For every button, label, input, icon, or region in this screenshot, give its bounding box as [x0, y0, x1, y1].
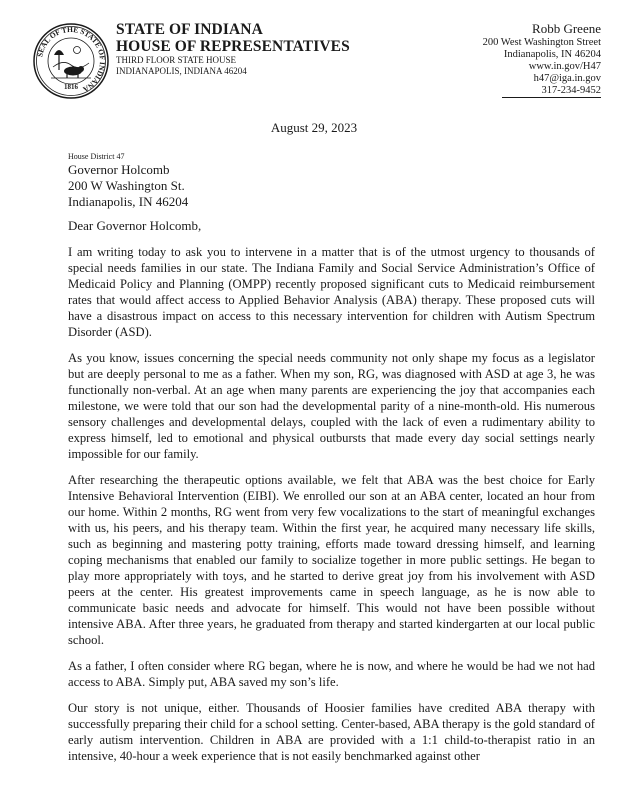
- letterhead-title-line1: STATE OF INDIANA: [116, 21, 263, 38]
- contact-email: h47@iga.in.gov: [533, 73, 601, 84]
- contact-phone: 317-234-9452: [502, 85, 602, 98]
- body-paragraph: I am writing today to ask you to intervene in a matter that is of the utmost urgency to thousands of special needs families in our state. The Indiana Family and Social Service Administration’s Office of Medicaid Policy and Planning (OMPP) recently proposed significant cuts to Medicaid reimbursement rates that would affect access to Applied Behavior Analysis (ABA) therapy. These proposed cuts will have a disastrous impact on access to this necessary intervention for children with Autism Spectrum Disorder (ASD).: [68, 245, 595, 339]
- salutation: Dear Governor Holcomb,: [68, 218, 202, 233]
- letter-date: August 29, 2023: [270, 120, 358, 135]
- contact-city: Indianapolis, IN 46204: [503, 49, 601, 60]
- body-paragraph: As a father, I often consider where RG began, where he is now, and where he would be had we not had access to ABA. Simply put, ABA saved my son’s life.: [68, 659, 595, 689]
- letterhead-contact-block: [483, 21, 601, 98]
- contact-name: Robb Greene: [532, 21, 601, 36]
- recipient-street: 200 W Washington St.: [68, 178, 185, 193]
- letterhead-address-line1: THIRD FLOOR STATE HOUSE: [116, 55, 237, 65]
- recipient-name: Governor Holcomb: [68, 162, 170, 177]
- house-district: House District 47: [68, 152, 125, 161]
- letterhead-title-line2: HOUSE OF REPRESENTATIVES: [116, 38, 350, 55]
- recipient-address: [68, 152, 188, 210]
- state-seal-icon: [33, 23, 109, 99]
- letterhead-title-block: [116, 21, 350, 77]
- contact-web: www.in.gov/H47: [528, 61, 601, 72]
- contact-street: 200 West Washington Street: [482, 37, 601, 48]
- body-paragraph: After researching the therapeutic options available, we felt that ABA was the best choice for Early Intensive Behavioral Intervention (EIBI). We enrolled our son at an ABA center, located an hour from our home. Within 2 months, RG went from very few vocalizations to the start of meaningful exchanges with us, his peers, and his therapy team. Within the first year, he acquired many necessary life skills, such as beginning and mastering potty training, efforts made toward dressing himself, and learning coping mechanisms that enabled our family to socialize together in more public settings. He began to play more appropriately with toys, and he started to derive great joy from his involvement with ASD peers at the center. His greatest improvements came in speech language, as he is now able to communicate basic needs and advocate for himself. This would not have been possible without intensive ABA. After three years, he graduated from therapy and started kindergarten at our local public school.: [68, 473, 595, 647]
- letter-body: [68, 244, 595, 774]
- seal-year: 1816: [64, 83, 78, 91]
- letterhead-address-line2: INDIANAPOLIS, INDIANA 46204: [116, 66, 247, 76]
- body-paragraph: As you know, issues concerning the special needs community not only shape my focus as a legislator but are deeply personal to me as a father. When my son, RG, was diagnosed with ASD at age 3, he was functionally non-verbal. At an age when many parents are experiencing the joy that accompanies each milestone, we were told that our son had the developmental parity of a nine-month-old. His numerous sensory challenges and developmental delays, coupled with the lack of even a rudimentary ability to express himself, led to emotional and physical outbursts that made every day social settings nearly impossible for our family.: [68, 351, 595, 461]
- body-paragraph: Our story is not unique, either. Thousands of Hoosier families have credited ABA therapy with successfully preparing their child for a school setting. Center-based, ABA therapy is the gold standard of early autism intervention. Children in ABA are provided with a 1:1 child-to-therapist ratio in an intensive, 40-hour a week experience that is not easily benchmarked against other: [68, 701, 595, 763]
- recipient-city: Indianapolis, IN 46204: [68, 194, 189, 209]
- seal-text: SEAL OF THE STATE OF INDIANA: [35, 24, 108, 94]
